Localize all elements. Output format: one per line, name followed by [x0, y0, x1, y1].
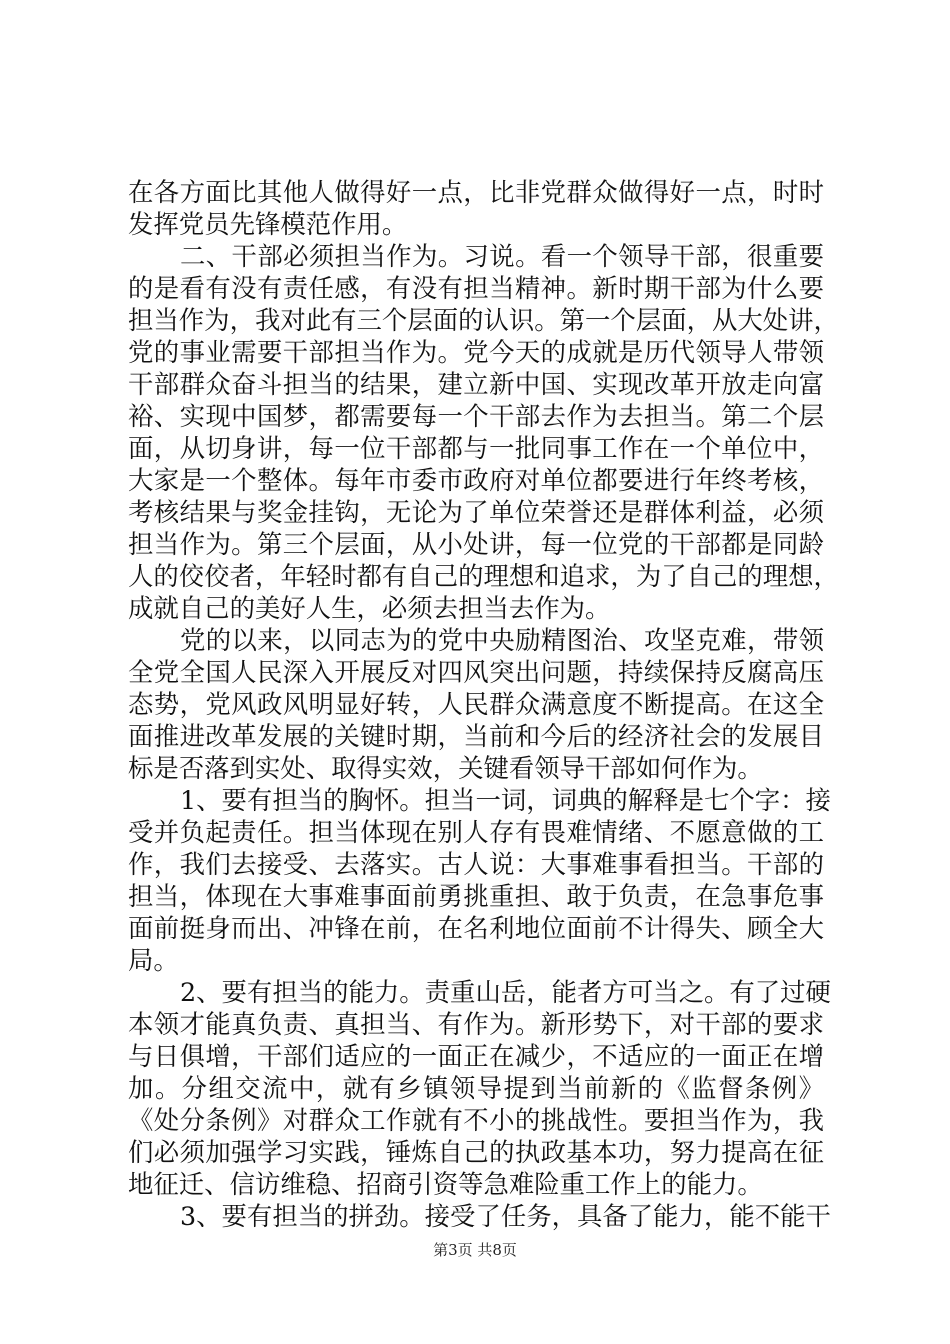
- body-text-line: 本领才能真负责、真担当、有作为。新形势下，对干部的要求: [128, 1009, 824, 1039]
- body-text-line: 加。分组交流中，就有乡镇领导提到当前新的《监督条例》: [128, 1073, 824, 1103]
- body-text-line: 人的佼佼者，年轻时都有自己的理想和追求，为了自己的理想，: [128, 561, 839, 591]
- body-text-line: 担当作为。第三个层面，从小处讲，每一位党的干部都是同龄: [128, 529, 824, 559]
- body-text-line: 态势，党风政风明显好转，人民群众满意度不断提高。在这全: [128, 689, 824, 719]
- body-text-line: 干部群众奋斗担当的结果，建立新中国、实现改革开放走向富: [128, 369, 824, 399]
- body-text-line: 《处分条例》对群众工作就有不小的挑战性。要担当作为，我: [128, 1105, 824, 1135]
- body-text-line: 受并负起责任。担当体现在别人存有畏难情绪、不愿意做的工: [128, 817, 824, 847]
- body-text-line: 发挥党员先锋模范作用。: [128, 209, 408, 239]
- list-item-line: 2、要有担当的能力。责重山岳，能者方可当之。有了过硬: [180, 977, 831, 1007]
- body-text-line: 面推进改革发展的关键时期，当前和今后的经济社会的发展目: [128, 721, 824, 751]
- body-text-line: 面，从切身讲，每一位干部都与一批同事工作在一个单位中，: [128, 433, 824, 463]
- body-text-line: 标是否落到实处、取得实效，关键看领导干部如何作为。: [128, 753, 763, 783]
- body-text-line: 担当，体现在大事难事面前勇挑重担、敢于负责，在急事危事: [128, 881, 824, 911]
- body-text-line: 党的事业需要干部担当作为。党今天的成就是历代领导人带领: [128, 337, 824, 367]
- body-text-line: 局。: [128, 945, 179, 975]
- body-text-line: 成就自己的美好人生，必须去担当去作为。: [128, 593, 611, 623]
- body-text-line: 面前挺身而出、冲锋在前，在名利地位面前不计得失、顾全大: [128, 913, 824, 943]
- body-text-line: 裕、实现中国梦，都需要每一个干部去作为去担当。第二个层: [128, 401, 824, 431]
- body-text-line: 在各方面比其他人做得好一点，比非党群众做得好一点，时时: [128, 177, 824, 207]
- list-item-line: 3、要有担当的拼劲。接受了任务，具备了能力，能不能干: [180, 1201, 831, 1231]
- paragraph-heading-line: 二、干部必须担当作为。习说。看一个领导干部，很重要: [180, 241, 824, 271]
- body-text-line: 全党全国人民深入开展反对四风突出问题，持续保持反腐高压: [128, 657, 824, 687]
- body-text-line: 大家是一个整体。每年市委市政府对单位都要进行年终考核，: [128, 465, 824, 495]
- body-text-line: 作，我们去接受、去落实。古人说：大事难事看担当。干部的: [128, 849, 824, 879]
- body-text-line: 担当作为，我对此有三个层面的认识。第一个层面，从大处讲，: [128, 305, 839, 335]
- list-item-line: 1、要有担当的胸怀。担当一词，词典的解释是七个字：接: [180, 785, 831, 815]
- body-text-line: 党的以来，以同志为的党中央励精图治、攻坚克难，带领: [180, 625, 824, 655]
- body-text-line: 地征迁、信访维稳、招商引资等急难险重工作上的能力。: [128, 1169, 763, 1199]
- body-text-line: 们必须加强学习实践，锤炼自己的执政基本功，努力提高在征: [128, 1137, 824, 1167]
- body-text-line: 与日俱增，干部们适应的一面正在减少，不适应的一面正在增: [128, 1041, 824, 1071]
- body-text-line: 考核结果与奖金挂钩，无论为了单位荣誉还是群体利益，必须: [128, 497, 824, 527]
- body-text-line: 的是看有没有责任感，有没有担当精神。新时期干部为什么要: [128, 273, 824, 303]
- page-number-footer: 第3页 共8页: [433, 1241, 517, 1259]
